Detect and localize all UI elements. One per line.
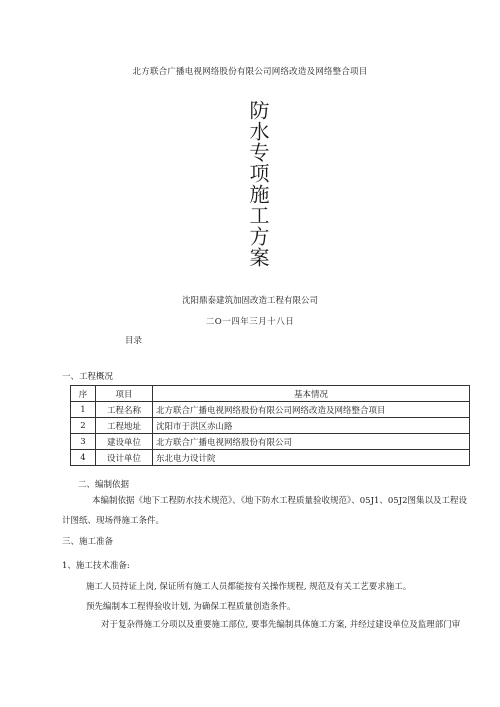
subsection-heading-technical: 1、施工技术准备:	[62, 561, 130, 571]
row-item: 工程地址	[96, 418, 153, 434]
row-no: 2	[71, 418, 96, 434]
document-date: 二O一四年三月十八日	[205, 317, 295, 327]
document-title: 防水专项施工方案	[246, 100, 270, 268]
paragraph-complex: 对于复杂得施工分项以及重要施工部位, 要事先编制具体施工方案, 并经过建设单位及监理部门审	[101, 620, 461, 630]
row-desc: 北方联合广播电视网络股份有限公司	[153, 434, 470, 450]
row-item: 建设单位	[96, 434, 153, 450]
row-no: 1	[71, 402, 96, 418]
toc-label: 目录	[125, 336, 143, 346]
row-desc: 北方联合广播电视网络股份有限公司网络改造及网络整合项目	[153, 402, 470, 418]
paragraph-staff: 施工人员持证上岗, 保证所有施工人员都能按有关操作规程, 规范及有关工艺要求施工。	[86, 582, 412, 592]
table-row	[71, 402, 470, 418]
header-no: 序	[71, 386, 96, 402]
table-row	[71, 418, 470, 434]
section-heading-overview: 一、工程概况	[62, 372, 114, 382]
table-row	[71, 450, 470, 466]
row-item: 设计单位	[96, 450, 153, 466]
document-header: 北方联合广播电视网络股份有限公司网络改造及网络整合项目	[132, 67, 368, 77]
section-heading-preparation: 三、施工准备	[62, 537, 114, 547]
row-desc: 沈阳市于洪区赤山路	[153, 418, 470, 434]
basis-paragraph: 本编制依据《地下工程防水技术规范》、《地下防水工程质量验收规范》、05J1、05J2图集以及工程设计图纸、现场得施工条件。	[62, 496, 468, 526]
header-item: 项目	[96, 386, 153, 402]
project-info-table	[70, 385, 470, 466]
row-item: 工程名称	[96, 402, 153, 418]
table-row	[71, 434, 470, 450]
row-no: 4	[71, 450, 96, 466]
header-desc: 基本情况	[153, 386, 470, 402]
paragraph-acceptance: 预先编制本工程得验收计划, 为确保工程质量创造条件。	[86, 602, 296, 612]
row-no: 3	[71, 434, 96, 450]
company-name: 沈阳鼎泰建筑加固改造工程有限公司	[181, 296, 318, 306]
table-header-row	[71, 386, 470, 402]
row-desc: 东北电力设计院	[153, 450, 470, 466]
section-heading-basis: 二、编制依据	[78, 480, 130, 490]
